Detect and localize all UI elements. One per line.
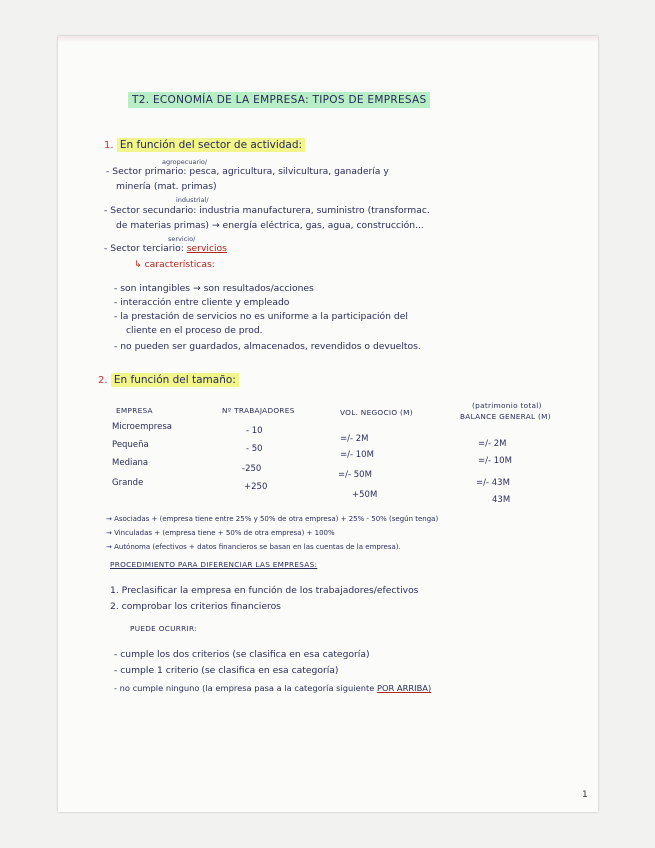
sector-terciario-label: - Sector terciario: (104, 243, 184, 254)
table-cell: Mediana (112, 458, 149, 468)
case-line (114, 684, 431, 692)
table-cell: Pequeña (112, 440, 149, 450)
section-2-heading (98, 374, 239, 386)
table-cell: 43M (492, 495, 511, 505)
section-number: 1. (104, 140, 114, 151)
table-cell: Grande (112, 478, 144, 488)
note-line: → Vinculadas + (empresa tiene + 50% de otra empresa) + 100% (106, 529, 335, 537)
text-line (104, 244, 227, 253)
table-header: (patrimonio total) (472, 401, 542, 410)
table-cell: =/- 2M (478, 439, 507, 449)
list-item: - no pueden ser guardados, almacenados, revendidos o devueltos. (114, 341, 421, 352)
text-line: minería (mat. primas) (116, 181, 217, 192)
list-item: cliente en el proceso de prod. (126, 325, 263, 336)
section-title: En función del tamaño: (111, 373, 239, 387)
section-number: 2. (98, 375, 108, 386)
notebook-page (58, 36, 598, 812)
list-item: - son intangibles → son resultados/acciones (114, 283, 314, 294)
text-line: - Sector primario: pesca, agricultura, silvicultura, ganadería y (106, 166, 389, 177)
table-cell: +50M (352, 490, 378, 500)
servicios-word: servicios (186, 243, 227, 254)
annotation: industrial/ (176, 196, 209, 204)
table-cell: -250 (242, 464, 262, 474)
page-title: T2. ECONOMÍA DE LA EMPRESA: TIPOS DE EMPRESAS (128, 92, 430, 108)
table-cell: +250 (244, 482, 268, 492)
case-line: - cumple los dos criterios (se clasifica en esa categoría) (114, 649, 370, 660)
procedure-step: 1. Preclasificar la empresa en función de los trabajadores/efectivos (110, 585, 419, 596)
table-cell: - 10 (246, 426, 263, 436)
list-item: - la prestación de servicios no es uniforme a la participación del (114, 311, 408, 322)
table-header: VOL. NEGOCIO (M) (340, 408, 413, 417)
table-cell: Microempresa (112, 422, 172, 432)
text-line: - Sector secundario: industria manufacturera, suministro (transformac. (104, 205, 430, 216)
table-cell: =/- 10M (478, 456, 512, 466)
table-header: BALANCE GENERAL (M) (460, 412, 551, 421)
case-line: - cumple 1 criterio (se clasifica en esa categoría) (114, 665, 339, 676)
case-text: - no cumple ninguno (la empresa pasa a la categoría siguiente (114, 683, 375, 693)
puede-ocurrir-label: PUEDE OCURRIR: (130, 624, 197, 633)
text-line: de materias primas) → energía eléctrica, gas, agua, construcción... (116, 220, 424, 231)
table-cell: =/- 10M (340, 450, 374, 460)
table-header: Nº TRABAJADORES (222, 406, 295, 415)
page-number: 1 (582, 790, 588, 800)
annotation: servicio/ (168, 235, 196, 243)
table-cell: - 50 (246, 444, 263, 454)
list-item: - interacción entre cliente y empleado (114, 297, 290, 308)
table-cell: =/- 2M (340, 434, 369, 444)
note-line: → Autónoma (efectivos + datos financieros se basan en las cuentas de la empresa). (106, 543, 401, 551)
note-line: → Asociadas + (empresa tiene entre 25% y 50% de otra empresa) + 25% - 50% (según tenga) (106, 515, 439, 523)
section-1-heading (104, 139, 305, 151)
table-cell: =/- 43M (476, 478, 510, 488)
por-arriba-text: POR ARRIBA) (376, 683, 432, 693)
characteristics-label: ↳ características: (134, 259, 215, 270)
table-header: EMPRESA (116, 406, 153, 415)
annotation: agropecuario/ (162, 158, 208, 166)
table-cell: =/- 50M (338, 470, 372, 480)
section-title: En función del sector de actividad: (117, 138, 305, 152)
procedure-title: PROCEDIMIENTO PARA DIFERENCIAR LAS EMPRESAS: (110, 560, 318, 569)
procedure-step: 2. comprobar los criterios financieros (110, 601, 281, 612)
